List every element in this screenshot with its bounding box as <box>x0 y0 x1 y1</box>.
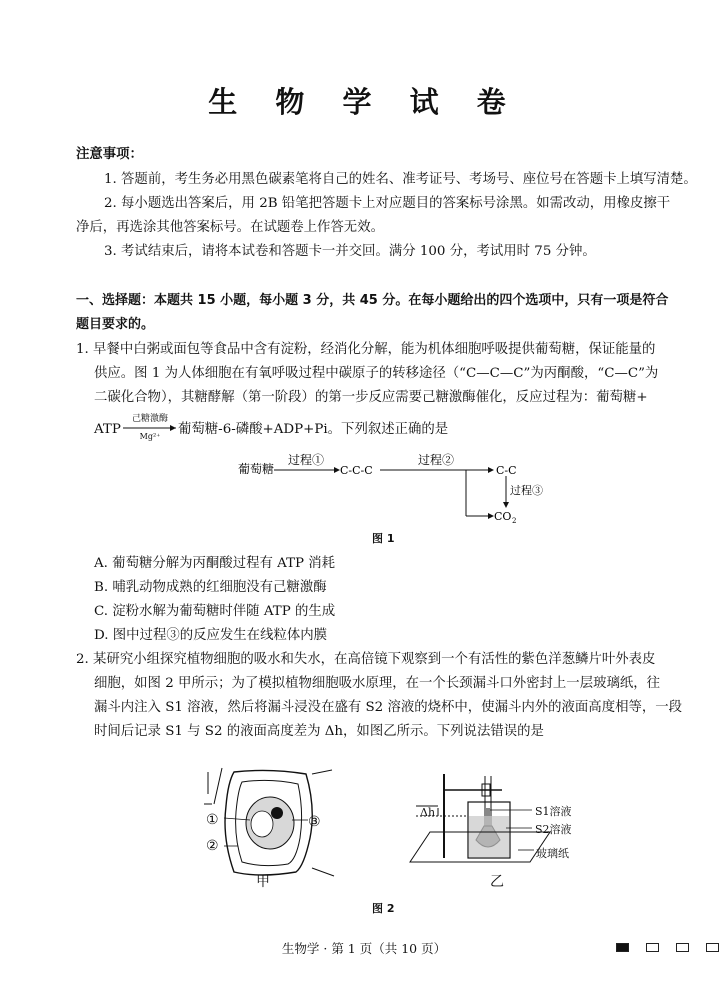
page-indicator-4 <box>706 943 719 952</box>
q1-eq-left: ATP <box>94 422 121 437</box>
fig1-glucose: 葡萄糖 <box>238 462 275 476</box>
q1-option-b: B. 哺乳动物成熟的红细胞没有己糖激酶 <box>94 580 327 595</box>
figure-2-caption: 图 2 <box>372 902 395 915</box>
q2-line-1: 2. 某研究小组探究植物细胞的吸水和失水，在高倍镜下观察到一个有活性的紫色洋葱鳞片叶外表皮 <box>76 652 656 667</box>
cell-label-1: ① <box>206 812 219 828</box>
notice-item-1: 1. 答题前，考生务必用黑色碳素笔将自己的姓名、准考证号、考场号、座位号在答题卡上填写清楚。 <box>104 172 697 187</box>
q1-option-c: C. 淀粉水解为葡萄糖时伴随 ATP 的生成 <box>94 604 336 619</box>
page-indicator-2 <box>646 943 659 952</box>
figure-2-jia: 甲 <box>256 874 270 890</box>
q1-line-1: 1. 早餐中白粥或面包等食品中含有淀粉，经消化分解，能为机体细胞呼吸提供葡萄糖，保证能量的 <box>76 342 656 357</box>
cell-label-2: ② <box>206 838 219 854</box>
notice-item-2: 2. 每小题选出答案后，用 2B 铅笔把答题卡上对应题目的答案标号涂黑。如需改动，用橡皮擦干 <box>104 196 671 211</box>
film-label: 玻璃纸 <box>536 847 569 860</box>
fig1-co2-sub: 2 <box>512 517 517 525</box>
s2-label: S2溶液 <box>535 823 572 836</box>
notice-item-3: 3. 考试结束后，请将本试卷和答题卡一并交回。满分 100 分，考试用时 75 分钟。 <box>104 244 596 259</box>
q2-line-3: 漏斗内注入 S1 溶液，然后将漏斗浸没在盛有 S2 溶液的烧杯中，使漏斗内外的液面高度相等，一段 <box>94 700 683 715</box>
q1-line-3: 二碳化合物），其糖酵解（第一阶段）的第一步反应需要己糖激酶催化，反应过程为：葡萄糖+ <box>94 390 648 405</box>
q1-eq-arrow <box>122 424 178 432</box>
cell-label-3: ③ <box>308 814 321 830</box>
page-indicator-3 <box>676 943 689 952</box>
notice-item-2-cont: 净后，再选涂其他答案标号。在试题卷上作答无效。 <box>76 220 384 235</box>
fig1-step1: 过程① <box>288 453 325 467</box>
fig1-co2: CO <box>494 510 512 523</box>
fig1-pyruvate: C-C-C <box>340 464 373 477</box>
q1-eq-right: 葡萄糖-6-磷酸+ADP+Pi。下列叙述正确的是 <box>178 422 449 437</box>
fig1-step3: 过程③ <box>510 484 543 497</box>
delta-h-label: Δh <box>420 806 436 819</box>
section-heading-cont: 题目要求的。 <box>76 317 155 332</box>
q1-option-a: A. 葡萄糖分解为丙酮酸过程有 ATP 消耗 <box>94 556 336 571</box>
page-title: 生 物 学 试 卷 <box>208 85 520 119</box>
q2-line-2: 细胞，如图 2 甲所示；为了模拟植物细胞吸水原理，在一个长颈漏斗口外密封上一层玻璃纸，往 <box>94 676 661 691</box>
q1-line-2: 供应。图 1 为人体细胞在有氧呼吸过程中碳原子的转移途径（“C—C—C”为丙酮酸，“C—C”为 <box>94 366 659 381</box>
figure-1-caption: 图 1 <box>372 532 395 545</box>
figure-2-yi: 乙 <box>490 874 504 890</box>
section-heading: 一、选择题：本题共 15 小题，每小题 3 分，共 45 分。在每小题给出的四个选项中，只有一项是符合 <box>76 293 669 308</box>
fig1-step2: 过程② <box>418 453 455 467</box>
figure-1-pathway <box>230 448 543 530</box>
q1-eq-catalyst: 己糖激酶 <box>131 414 168 424</box>
notice-heading: 注意事项： <box>76 147 143 162</box>
page-indicator-1 <box>616 943 629 952</box>
q1-option-d: D. 图中过程③的反应发生在线粒体内膜 <box>94 628 328 643</box>
q1-eq-cofactor: Mg²⁺ <box>139 432 161 441</box>
page-footer: 生物学 · 第 1 页（共 10 页） <box>281 941 447 956</box>
q2-line-4: 时间后记录 S1 与 S2 的液面高度差为 Δh，如图乙所示。下列说法错误的是 <box>94 724 544 739</box>
s1-label: S1溶液 <box>535 805 572 818</box>
fig1-c2: C-C <box>496 464 517 477</box>
